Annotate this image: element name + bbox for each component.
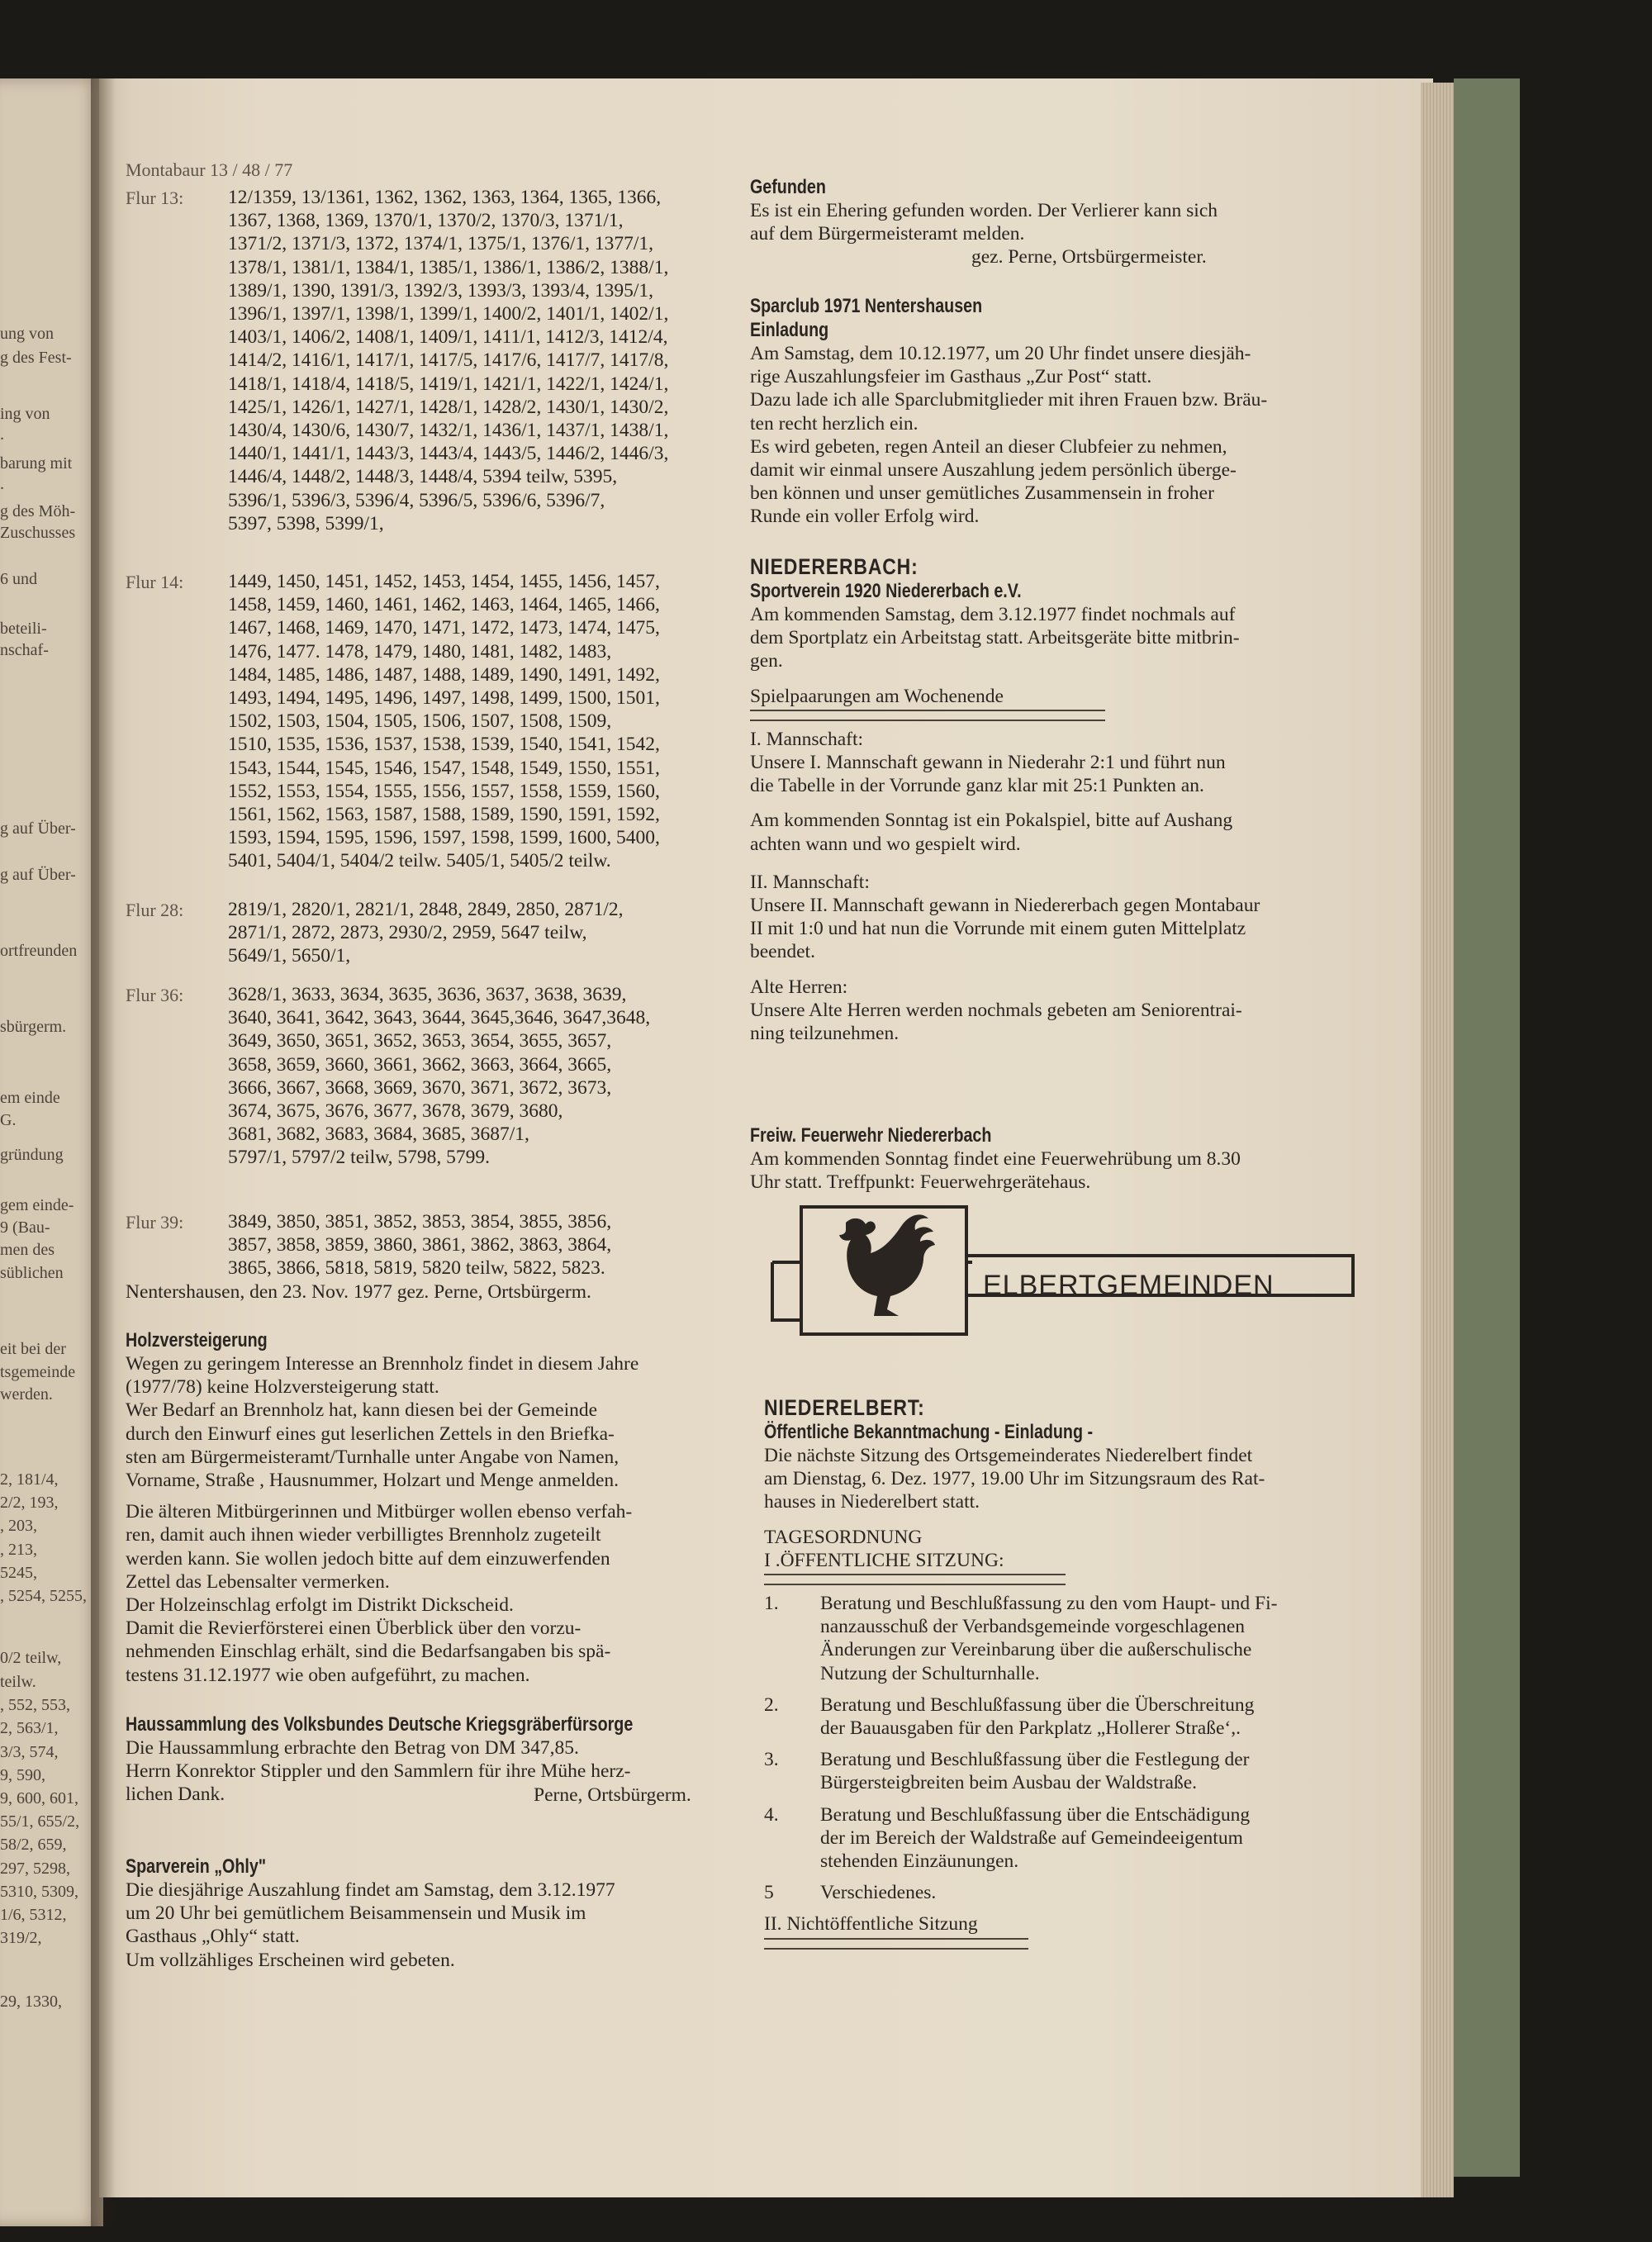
- mannschaft-line: Am kommenden Sonntag ist ein Pokalspiel, bitte auf Aushang: [750, 810, 1233, 832]
- holz-line: nehmenden Einschlag erhält, sind die Bedarfsangaben bis spä-: [126, 1641, 611, 1663]
- gefunden-line: Es ist ein Ehering gefunden worden. Der Verlierer kann sich: [750, 200, 1218, 221]
- agenda-line: der im Bereich der Waldstraße auf Gemeindeeigentum: [820, 1826, 1243, 1849]
- sportverein-body: [750, 603, 1403, 673]
- holz-line: Damit die Revierförsterei einen Überblick über den vorzu-: [126, 1617, 582, 1640]
- parcel-line: 5397, 5398, 5399/1,: [228, 512, 384, 534]
- double-rule: [764, 1938, 1028, 1950]
- alte-herren-title: Alte Herren:: [750, 976, 848, 998]
- parcel-line: 1378/1, 1381/1, 1384/1, 1385/1, 1386/1, 1386/2, 1388/1,: [228, 256, 669, 278]
- previous-page-fragment: , 213,: [0, 1541, 37, 1559]
- sparclub-line: ben können und unser gemütliches Zusammensein in froher: [750, 482, 1214, 505]
- sparclub-subtitle: Einladung: [750, 319, 829, 341]
- holz-section: [126, 1328, 753, 1687]
- parcel-line: 1440/1, 1441/1, 1443/3, 1443/4, 1443/5, 1446/2, 1446/3,: [228, 443, 669, 465]
- holz-line: Die älteren Mitbürgerinnen und Mitbürger wollen ebenso verfah-: [126, 1501, 633, 1523]
- holz-line: Der Holzeinschlag erfolgt im Distrikt Dickscheid.: [126, 1594, 514, 1617]
- agenda-line: Verschiedenes.: [820, 1882, 937, 1904]
- gefunden-title: Gefunden: [750, 176, 826, 198]
- feuerwehr-title: Freiw. Feuerwehr Niedererbach: [750, 1124, 992, 1147]
- parcel-line: 1467, 1468, 1469, 1470, 1471, 1472, 1473, 1474, 1475,: [228, 617, 660, 639]
- holz-line: Wegen zu geringem Interesse an Brennholz findet in diesem Jahre: [126, 1353, 639, 1375]
- parcel-footer-text: Nentershausen, den 23. Nov. 1977 gez. Perne, Ortsbürgerm.: [126, 1281, 591, 1303]
- parcel-line: 3640, 3641, 3642, 3643, 3644, 3645,3646, 3647,3648,: [228, 1007, 651, 1029]
- tagesordnung-title: TAGESORDNUNG: [764, 1526, 923, 1548]
- niedererbach-title: NIEDERERBACH:: [750, 554, 919, 579]
- previous-page-fragment: em einde: [0, 1089, 60, 1107]
- parcel-line: 1414/2, 1416/1, 1417/1, 1417/5, 1417/6, 1417/7, 1417/8,: [228, 349, 669, 372]
- holz-line: Zettel das Lebensalter vermerken.: [126, 1570, 390, 1593]
- holz-body-2: [126, 1500, 753, 1687]
- agenda-line: Nutzung der Schulturnhalle.: [820, 1662, 1040, 1684]
- flur-label: Flur 28:: [126, 900, 184, 920]
- holz-line: durch den Einwurf eines gut leserlichen Zettels in den Briefka-: [126, 1423, 615, 1445]
- agenda-item: [764, 1592, 1408, 1685]
- previous-page-fragment: 1/6, 5312,: [0, 1906, 67, 1924]
- gefunden-body: [750, 199, 1403, 245]
- previous-page-fragment: barung mit: [0, 454, 73, 473]
- ohly-line: um 20 Uhr bei gemütlichem Beisammensein und Musik im: [126, 1902, 586, 1925]
- flur-parcels: [228, 983, 650, 1170]
- volksbund-section: [126, 1712, 737, 1807]
- niederelbert-title: NIEDERELBERT:: [764, 1395, 925, 1420]
- alte-herren-line: Unsere Alte Herren werden nochmals gebeten am Seniorentrai-: [750, 999, 1242, 1021]
- agenda-number: 2.: [764, 1693, 779, 1716]
- previous-page-fragment: 58/2, 659,: [0, 1836, 67, 1854]
- sportverein-line: dem Sportplatz ein Arbeitstag statt. Arbeitsgeräte bitte mitbrin-: [750, 627, 1240, 649]
- ohly-line: Gasthaus „Ohly“ statt.: [126, 1926, 300, 1948]
- parcel-line: 1552, 1553, 1554, 1555, 1556, 1557, 1558, 1559, 1560,: [228, 780, 660, 802]
- parcel-line: 1476, 1477. 1478, 1479, 1480, 1481, 1482, 1483,: [228, 640, 612, 663]
- previous-page-fragment: men des: [0, 1241, 55, 1259]
- mannschaft-line: Unsere I. Mannschaft gewann in Niederahr 2:1 und führt nun: [750, 752, 1226, 774]
- mannschaft-1-title: I. Mannschaft:: [750, 728, 864, 750]
- sportverein-line: gen.: [750, 650, 783, 672]
- parcel-line: 1367, 1368, 1369, 1370/1, 1370/2, 1370/3, 1371/1,: [228, 210, 624, 232]
- ohly-line: Die diesjährige Auszahlung findet am Samstag, dem 3.12.1977: [126, 1879, 615, 1901]
- agenda-number: 4.: [764, 1803, 779, 1826]
- holz-line: (1977/78) keine Holzversteigerung statt.: [126, 1376, 439, 1399]
- previous-page-fragment: gem einde-: [0, 1196, 74, 1214]
- previous-page-fragment: 319/2,: [0, 1929, 42, 1947]
- agenda-line: Beratung und Beschlußfassung über die Überschreitung: [820, 1693, 1255, 1716]
- previous-page-fragment: , 552, 553,: [0, 1696, 70, 1714]
- sparclub-section: [750, 294, 1403, 529]
- gefunden-sign: gez. Perne, Ortsbürgermeister.: [971, 246, 1207, 268]
- previous-page-fragment: nschaf-: [0, 641, 49, 659]
- feuerwehr-line: Uhr statt. Treffpunkt: Feuerwehrgerätehaus.: [750, 1171, 1091, 1194]
- mannschaft-1-body-2: [750, 809, 1403, 855]
- sparclub-line: Es wird gebeten, regen Anteil an dieser Clubfeier zu nehmen,: [750, 435, 1227, 458]
- sparclub-line: damit wir einmal unsere Auszahlung jedem persönlich überge-: [750, 459, 1237, 482]
- holz-line: ren, damit auch ihnen wieder verbilligtes Brennholz zugeteilt: [126, 1524, 601, 1546]
- agenda-item: [764, 1803, 1408, 1874]
- agenda-number: 3.: [764, 1749, 779, 1771]
- previous-page-edge: [0, 78, 103, 2226]
- previous-page-fragment: 2, 181/4,: [0, 1470, 59, 1489]
- sparclub-line: Am Samstag, dem 10.12.1977, um 20 Uhr findet unsere diesjäh-: [750, 343, 1251, 364]
- previous-page-fragment: süblichen: [0, 1264, 64, 1282]
- agenda-item: [764, 1881, 1408, 1904]
- niedererbach-section: [750, 555, 1403, 1045]
- ohly-section: [126, 1855, 737, 1972]
- parcel-line: 3681, 3682, 3683, 3684, 3685, 3687/1,: [228, 1123, 529, 1146]
- previous-page-fragment: 0/2 teilw,: [0, 1649, 62, 1667]
- agenda-line: Beratung und Beschlußfassung über die Festlegung der: [820, 1749, 1250, 1771]
- flur-parcels: [228, 186, 668, 535]
- previous-page-fragment: ing von: [0, 405, 50, 423]
- nichtoeffentliche-sitzung-title: II. Nichtöffentliche Sitzung: [764, 1913, 978, 1936]
- parcel-line: 1418/1, 1418/4, 1418/5, 1419/1, 1421/1, 1422/1, 1424/1,: [228, 373, 669, 395]
- parcel-line: 1493, 1494, 1495, 1496, 1497, 1498, 1499, 1500, 1501,: [228, 687, 660, 710]
- agenda-line: stehenden Einzäunungen.: [820, 1850, 1019, 1873]
- mannschaft-line: die Tabelle in der Vorrunde ganz klar mit 25:1 Punkten an.: [750, 775, 1204, 797]
- mannschaft-line: Unsere II. Mannschaft gewann in Niedererbach gegen Montabaur: [750, 895, 1260, 917]
- feuerwehr-section: [750, 1123, 1403, 1194]
- previous-page-fragment: sbürgerm.: [0, 1018, 67, 1036]
- parcel-line: 3658, 3659, 3660, 3661, 3662, 3663, 3664, 3665,: [228, 1053, 612, 1076]
- parcel-line: 1593, 1594, 1595, 1596, 1597, 1598, 1599, 1600, 5400,: [228, 827, 660, 849]
- parcel-line: 1403/1, 1406/2, 1408/1, 1409/1, 1411/1, 1412/3, 1412/4,: [228, 326, 668, 349]
- previous-page-fragment: 9 (Bau-: [0, 1218, 50, 1237]
- previous-page-fragment: beteili-: [0, 620, 47, 638]
- parcel-line: 5649/1, 5650/1,: [228, 945, 351, 967]
- mannschaft-line: II mit 1:0 und hat nun die Vorrunde mit einem guten Mittelplatz: [750, 918, 1246, 940]
- parcel-line: 3849, 3850, 3851, 3852, 3853, 3854, 3855, 3856,: [228, 1211, 612, 1233]
- volksbund-line: lichen Dank.: [126, 1784, 225, 1806]
- parcel-line: 1449, 1450, 1451, 1452, 1453, 1454, 1455, 1456, 1457,: [228, 571, 660, 592]
- alte-herren-line: ning teilzunehmen.: [750, 1023, 900, 1045]
- page-stack-edge: [1421, 83, 1454, 2197]
- parcel-list-section: [126, 159, 753, 182]
- agenda-item: [764, 1693, 1408, 1740]
- mannschaft-line: achten wann und wo gespielt wird.: [750, 833, 1021, 855]
- sparclub-line: Dazu lade ich alle Sparclubmitglieder mit ihren Frauen bzw. Bräu-: [750, 389, 1268, 411]
- niederelbert-line: Die nächste Sitzung des Ortsgemeinderates Niederelbert findet: [764, 1445, 1253, 1466]
- parcel-line: 1389/1, 1390, 1391/3, 1392/3, 1393/3, 1393/4, 1395/1,: [228, 279, 654, 302]
- ohly-title: Sparverein „Ohly": [126, 1855, 267, 1878]
- sportverein-title: Sportverein 1920 Niedererbach e.V.: [750, 580, 1022, 602]
- mannschaft-2-title: II. Mannschaft:: [750, 871, 870, 893]
- previous-page-fragment: 55/1, 655/2,: [0, 1812, 80, 1831]
- parcel-line: 3865, 3866, 5818, 5819, 5820 teilw, 5822, 5823.: [228, 1257, 605, 1280]
- parcel-line: 1484, 1485, 1486, 1487, 1488, 1489, 1490, 1491, 1492,: [228, 663, 660, 686]
- agenda-line: Beratung und Beschlußfassung zu den vom Haupt- und Fi-: [820, 1593, 1278, 1615]
- previous-page-fragment: 29, 1330,: [0, 1993, 62, 2011]
- logo-text: ELBERTGEMEINDEN: [983, 1270, 1275, 1301]
- previous-page-fragment: g des Möh-: [0, 502, 76, 520]
- previous-page-fragment: 6 und: [0, 570, 37, 588]
- previous-page-fragment: g des Fest-: [0, 349, 72, 367]
- sparclub-line: Runde ein voller Erfolg wird.: [750, 506, 980, 528]
- agenda-list: [764, 1592, 1408, 1904]
- holz-line: sten am Bürgermeisteramt/Turnhalle unter Angabe von Namen,: [126, 1446, 620, 1468]
- previous-page-fragment: .: [0, 425, 4, 444]
- previous-page-fragment: 9, 590,: [0, 1766, 45, 1784]
- holz-line: testens 31.12.1977 wie oben aufgeführt, zu machen.: [126, 1664, 530, 1686]
- parcel-line: 1510, 1535, 1536, 1537, 1538, 1539, 1540, 1541, 1542,: [228, 734, 660, 756]
- sparclub-body: [750, 342, 1403, 529]
- parcel-header: Montabaur 13 / 48 / 77: [126, 159, 293, 180]
- agenda-item: [764, 1748, 1408, 1794]
- previous-page-fragment: 9, 600, 601,: [0, 1789, 78, 1807]
- flur-parcels: [228, 898, 624, 968]
- agenda-line: Änderungen zur Vereinbarung über die außerschulische: [820, 1639, 1252, 1661]
- sportverein-line: Am kommenden Samstag, dem 3.12.1977 findet nochmals auf: [750, 604, 1236, 625]
- feuerwehr-line: Am kommenden Sonntag findet eine Feuerwehrübung um 8.30: [750, 1148, 1241, 1170]
- rooster-icon: [839, 1214, 935, 1316]
- sparclub-title: Sparclub 1971 Nentershausen: [750, 295, 983, 317]
- parcel-line: 5797/1, 5797/2 teilw, 5798, 5799.: [228, 1147, 491, 1169]
- previous-page-fragment: tsgemeinde: [0, 1363, 76, 1381]
- parcel-line: 1446/4, 1448/2, 1448/3, 1448/4, 5394 teilw, 5395,: [228, 466, 618, 488]
- volksbund-sign: Perne, Ortsbürgerm.: [534, 1784, 691, 1806]
- parcel-line: 3674, 3675, 3676, 3677, 3678, 3679, 3680,: [228, 1100, 563, 1123]
- parcel-line: 1561, 1562, 1563, 1587, 1588, 1589, 1590, 1591, 1592,: [228, 804, 660, 826]
- parcel-footer: [126, 1280, 753, 1304]
- parcel-line: 1396/1, 1397/1, 1398/1, 1399/1, 1400/2, 1401/1, 1402/1,: [228, 303, 669, 325]
- flur-label: Flur 39:: [126, 1212, 184, 1233]
- feuerwehr-body: [750, 1147, 1403, 1194]
- ohly-body: [126, 1879, 737, 1972]
- agenda-line: Bürgersteigbreiten beim Ausbau der Waldstraße.: [820, 1772, 1198, 1794]
- holz-line: werden kann. Sie wollen jedoch bitte auf dem einzuwerfenden: [126, 1547, 610, 1570]
- double-rule: [750, 710, 1105, 721]
- parcel-line: 3666, 3667, 3668, 3669, 3670, 3671, 3672, 3673,: [228, 1076, 612, 1099]
- parcel-line: 3649, 3650, 3651, 3652, 3653, 3654, 3655, 3657,: [228, 1030, 612, 1052]
- holz-body: [126, 1352, 753, 1492]
- niederelbert-section: [764, 1396, 1408, 1956]
- parcel-line: 12/1359, 13/1361, 1362, 1362, 1363, 1364, 1365, 1366,: [228, 187, 662, 208]
- binding-shadow: [91, 78, 116, 2226]
- parcel-line: 3628/1, 3633, 3634, 3635, 3636, 3637, 3638, 3639,: [228, 984, 627, 1005]
- flur-label: Flur 13:: [126, 188, 184, 208]
- bekanntmachung-title: Öffentliche Bekanntmachung - Einladung -: [764, 1421, 1093, 1443]
- parcel-line: 2819/1, 2820/1, 2821/1, 2848, 2849, 2850, 2871/2,: [228, 899, 624, 920]
- ohly-line: Um vollzähliges Erscheinen wird gebeten.: [126, 1949, 455, 1971]
- niederelbert-line: am Dienstag, 6. Dez. 1977, 19.00 Uhr im Sitzungsraum des Rat-: [764, 1468, 1265, 1490]
- gefunden-line: auf dem Bürgermeisteramt melden.: [750, 223, 1025, 245]
- gefunden-section: [750, 175, 1403, 269]
- previous-page-fragment: werden.: [0, 1385, 53, 1404]
- previous-page-fragment: 297, 5298,: [0, 1860, 70, 1878]
- niederelbert-body: [764, 1444, 1408, 1514]
- holz-line: Vorname, Straße , Hausnummer, Holzart und Menge anmelden.: [126, 1470, 620, 1492]
- volksbund-title: Haussammlung des Volksbundes Deutsche Kriegsgräberfürsorge: [126, 1713, 634, 1736]
- previous-page-fragment: Zuschusses: [0, 524, 76, 542]
- previous-page-fragment: G.: [0, 1111, 17, 1129]
- parcel-line: 5401, 5404/1, 5404/2 teilw. 5405/1, 5405/2 teilw.: [228, 850, 611, 872]
- previous-page-fragment: , 203,: [0, 1517, 37, 1535]
- agenda-number: 5: [764, 1882, 774, 1904]
- agenda-line: Beratung und Beschlußfassung über die Entschädigung: [820, 1803, 1251, 1826]
- volksbund-line: Die Haussammlung erbrachte den Betrag von DM 347,85.: [126, 1737, 579, 1759]
- previous-page-fragment: ung von: [0, 325, 54, 343]
- parcel-line: 3857, 3858, 3859, 3860, 3861, 3862, 3863, 3864,: [228, 1234, 612, 1256]
- sparclub-line: rige Auszahlungsfeier im Gasthaus „Zur Post“ statt.: [750, 366, 1152, 388]
- parcel-line: 1425/1, 1426/1, 1427/1, 1428/1, 1428/2, 1430/1, 1430/2,: [228, 396, 669, 418]
- flur-parcels: [228, 1210, 611, 1280]
- niederelbert-line: hauses in Niederelbert statt.: [764, 1491, 980, 1513]
- holz-title: Holzversteigerung: [126, 1329, 268, 1351]
- flur-label: Flur 36:: [126, 985, 184, 1005]
- holz-line: Wer Bedarf an Brennholz hat, kann diesen bei der Gemeinde: [126, 1399, 598, 1422]
- previous-page-fragment: .: [0, 475, 4, 493]
- previous-page-fragment: g auf Über-: [0, 866, 76, 884]
- previous-page-fragment: 3/3, 574,: [0, 1743, 59, 1761]
- parcel-line: 1371/2, 1371/3, 1372, 1374/1, 1375/1, 1376/1, 1377/1,: [228, 233, 654, 255]
- previous-page-fragment: ortfreunden: [0, 942, 78, 960]
- parcel-line: 1543, 1544, 1545, 1546, 1547, 1548, 1549, 1550, 1551,: [228, 757, 660, 779]
- parcel-line: 1502, 1503, 1504, 1505, 1506, 1507, 1508, 1509,: [228, 710, 612, 733]
- previous-page-fragment: teilw.: [0, 1673, 36, 1691]
- agenda-line: der Bauausgaben für den Parkplatz „Hollerer Straße‘,.: [820, 1717, 1241, 1740]
- parcel-line: 5396/1, 5396/3, 5396/4, 5396/5, 5396/6, 5396/7,: [228, 489, 605, 511]
- agenda-line: nanzausschuß der Verbandsgemeinde vorgeschlagenen: [820, 1616, 1245, 1638]
- flur-parcels: [228, 570, 660, 873]
- mannschaft-line: beendet.: [750, 941, 815, 963]
- sparclub-line: ten recht herzlich ein.: [750, 412, 919, 435]
- previous-page-fragment: 5310, 5309,: [0, 1883, 78, 1901]
- previous-page-fragment: 2, 563/1,: [0, 1719, 59, 1737]
- previous-page-fragment: , 5254, 5255,: [0, 1587, 87, 1605]
- mannschaft-1-body: [750, 751, 1403, 797]
- spielpaarungen-title: Spielpaarungen am Wochenende: [750, 685, 1004, 707]
- flur-label: Flur 14:: [126, 572, 184, 592]
- parcel-line: 2871/1, 2872, 2873, 2930/2, 2959, 5647 teilw,: [228, 922, 587, 944]
- oeffentliche-sitzung-title: I .ÖFFENTLICHE SITZUNG:: [764, 1549, 1004, 1571]
- mannschaft-2-body: [750, 894, 1403, 964]
- previous-page-fragment: 2/2, 193,: [0, 1494, 59, 1512]
- previous-page-fragment: gründung: [0, 1146, 64, 1164]
- alte-herren-body: [750, 999, 1403, 1045]
- volksbund-line: Herrn Konrektor Stippler und den Sammlern für ihre Mühe herz-: [126, 1760, 631, 1783]
- book-cover: [1454, 78, 1520, 2177]
- agenda-number: 1.: [764, 1593, 779, 1615]
- parcel-line: 1458, 1459, 1460, 1461, 1462, 1463, 1464, 1465, 1466,: [228, 594, 660, 616]
- previous-page-fragment: eit bei der: [0, 1340, 66, 1358]
- double-rule: [764, 1574, 1066, 1585]
- previous-page-fragment: g auf Über-: [0, 819, 76, 838]
- parcel-line: 1430/4, 1430/6, 1430/7, 1432/1, 1436/1, 1437/1, 1438/1,: [228, 420, 669, 442]
- previous-page-fragment: 5245,: [0, 1564, 37, 1582]
